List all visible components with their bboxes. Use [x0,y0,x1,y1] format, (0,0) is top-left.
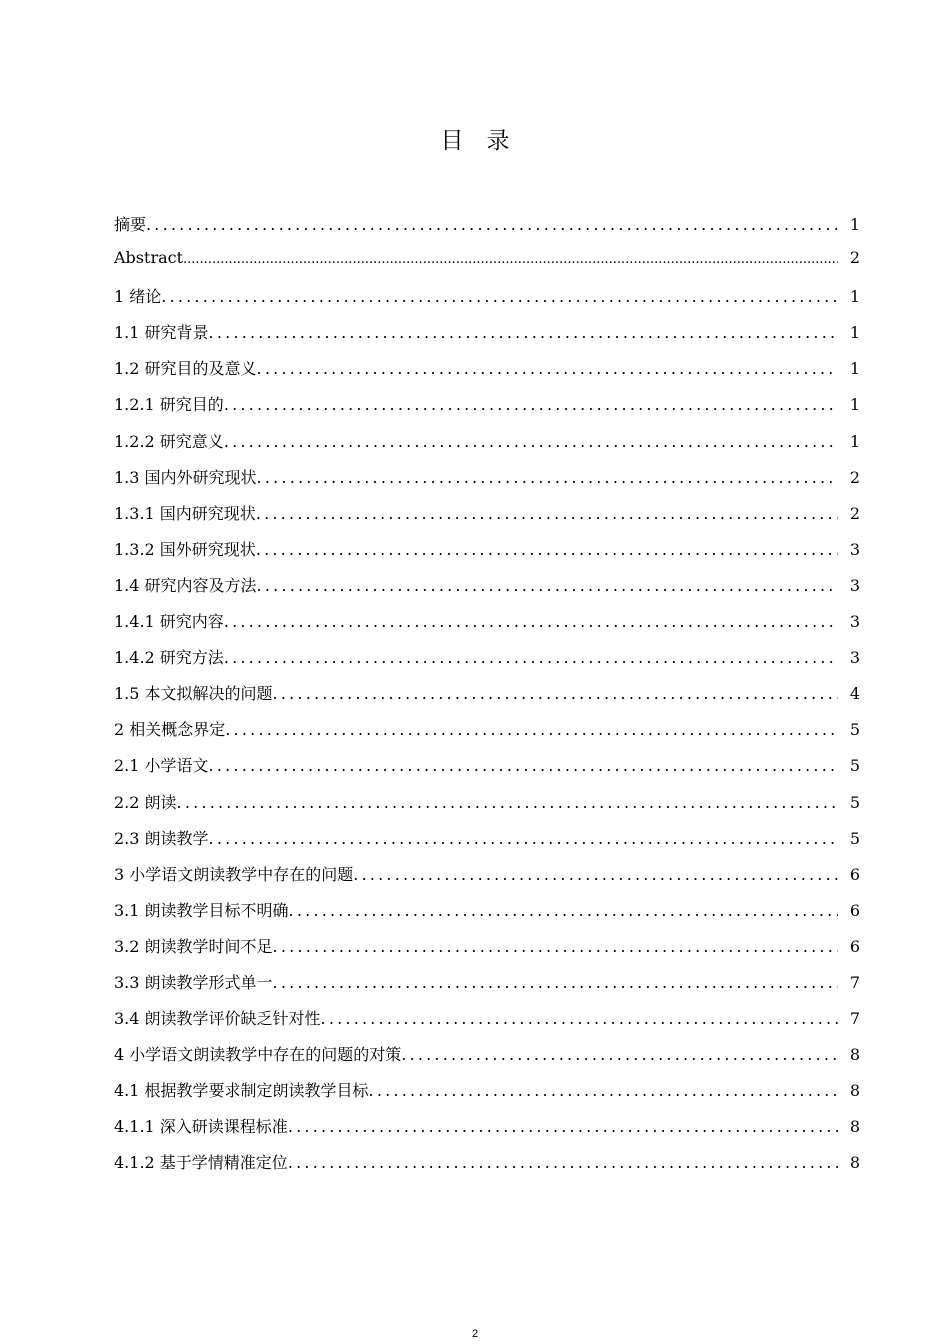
toc-entry-label: 1.4.2 研究方法 [114,648,224,668]
toc-entry-label: 3.3 朗读教学形式单一 [114,972,273,992]
toc-leader-dots [146,215,838,234]
toc-entry-page: 8 [849,1153,860,1173]
toc-leader-dots [369,1081,838,1100]
toc-entry[interactable] [114,573,860,609]
toc-leader-dots [256,504,838,523]
toc-leader-dots [224,432,838,451]
toc-entry[interactable] [114,1042,860,1078]
toc-leader-dots [321,1009,838,1028]
toc-title: 目 录 [440,128,510,154]
toc-entry-page: 3 [849,539,860,559]
toc-entry-page: 6 [849,900,860,920]
toc-entry-label: 3.1 朗读教学目标不明确 [114,900,289,920]
toc-leader-dots [224,648,838,667]
toc-leader-dots [161,287,838,306]
toc-entry[interactable] [114,862,860,898]
toc-entry-page: 4 [849,684,860,704]
toc-leader-dots [273,937,838,956]
toc-entry-page: 7 [849,972,860,992]
toc-entry-label: 4 小学语文朗读教学中存在的问题的对策 [114,1045,402,1065]
toc-entry-page: 8 [849,1045,860,1065]
toc-entry[interactable] [114,970,860,1006]
toc-entry-label: 1.3.2 国外研究现状 [114,539,256,559]
table-of-contents [114,212,860,1187]
toc-entry[interactable] [114,1006,860,1042]
toc-entry-label: 1.3.1 国内研究现状 [114,503,256,523]
toc-leader-dots [257,468,838,487]
toc-entry-page: 2 [849,503,860,523]
toc-entry[interactable] [114,717,860,753]
toc-entry[interactable] [114,609,860,645]
toc-entry-label: 1.5 本文拟解决的问题 [114,684,273,704]
toc-leader-dots [225,720,838,739]
toc-entry-page: 5 [849,828,860,848]
toc-leader-dots [401,1045,838,1064]
toc-entry[interactable] [114,356,860,392]
toc-entry-page: 3 [849,648,860,668]
toc-entry-label: 2.2 朗读 [114,792,177,812]
toc-entry[interactable] [114,465,860,501]
toc-entry-label: 1 绪论 [114,287,162,307]
toc-entry[interactable] [114,1114,860,1150]
toc-leader-dots [209,323,838,342]
toc-entry-page: 2 [849,248,860,268]
toc-entry[interactable] [114,537,860,573]
toc-leader-dots [288,1153,838,1172]
toc-entry-page: 6 [849,936,860,956]
toc-entry-page: 3 [849,612,860,632]
toc-entry[interactable] [114,681,860,717]
toc-entry[interactable] [114,501,860,537]
toc-entry-label: 2.1 小学语文 [114,756,209,776]
toc-entry-label: 4.1.2 基于学情精准定位 [114,1153,288,1173]
toc-entry[interactable] [114,790,860,826]
toc-entry[interactable] [114,826,860,862]
toc-entry-page: 7 [849,1009,860,1029]
toc-entry-page: 1 [849,323,860,343]
toc-entry-label: 4.1 根据教学要求制定朗读教学目标 [114,1081,369,1101]
toc-leader-dots [183,252,838,267]
toc-entry-label: 3 小学语文朗读教学中存在的问题 [114,864,354,884]
toc-entry-label: 1.2.2 研究意义 [114,431,224,451]
toc-entry-page: 5 [849,720,860,740]
toc-entry[interactable] [114,248,860,284]
toc-entry-label: 4.1.1 深入研读课程标准 [114,1117,288,1137]
toc-entry-page: 6 [849,864,860,884]
toc-entry[interactable] [114,1078,860,1114]
toc-entry-page: 3 [849,575,860,595]
toc-entry-page: 5 [849,792,860,812]
toc-entry[interactable] [114,898,860,934]
toc-entry-label: 2.3 朗读教学 [114,828,209,848]
toc-leader-dots [177,793,838,812]
toc-leader-dots [257,576,838,595]
toc-entry[interactable] [114,429,860,465]
toc-entry[interactable] [114,753,860,789]
toc-leader-dots [256,540,838,559]
toc-leader-dots [224,395,838,414]
toc-entry-page: 2 [849,467,860,487]
toc-leader-dots [224,612,838,631]
toc-entry-label: 3.4 朗读教学评价缺乏针对性 [114,1009,321,1029]
toc-entry-label: 1.1 研究背景 [114,323,209,343]
toc-entry-page: 8 [849,1117,860,1137]
toc-entry-label: 1.4 研究内容及方法 [114,575,257,595]
toc-entry-page: 1 [849,431,860,451]
toc-entry[interactable] [114,934,860,970]
toc-leader-dots [288,1117,838,1136]
toc-entry[interactable] [114,1150,860,1186]
toc-leader-dots [257,359,838,378]
toc-entry[interactable] [114,320,860,356]
toc-entry-label: Abstract [114,248,184,268]
toc-entry-label: 摘要 [114,215,147,234]
toc-entry-page: 1 [849,359,860,379]
toc-leader-dots [273,684,838,703]
toc-entry-page: 8 [849,1081,860,1101]
toc-entry[interactable] [114,645,860,681]
toc-entry[interactable] [114,212,860,248]
toc-entry-label: 2 相关概念界定 [114,720,226,740]
toc-entry-page: 1 [849,395,860,415]
toc-entry-page: 5 [849,756,860,776]
toc-entry-label: 1.3 国内外研究现状 [114,467,257,487]
toc-entry-page: 1 [849,287,860,307]
toc-entry-label: 1.2.1 研究目的 [114,395,224,415]
toc-entry-label: 3.2 朗读教学时间不足 [114,936,273,956]
toc-leader-dots [273,973,838,992]
page-number: 2 [471,1328,479,1340]
toc-entry-label: 1.4.1 研究内容 [114,612,224,632]
toc-entry-label: 1.2 研究目的及意义 [114,359,257,379]
toc-leader-dots [289,901,838,920]
toc-entry-page: 1 [849,215,860,234]
toc-leader-dots [209,756,838,775]
toc-leader-dots [209,829,838,848]
toc-leader-dots [353,865,838,884]
toc-entry[interactable] [114,392,860,428]
toc-entry[interactable] [114,284,860,320]
